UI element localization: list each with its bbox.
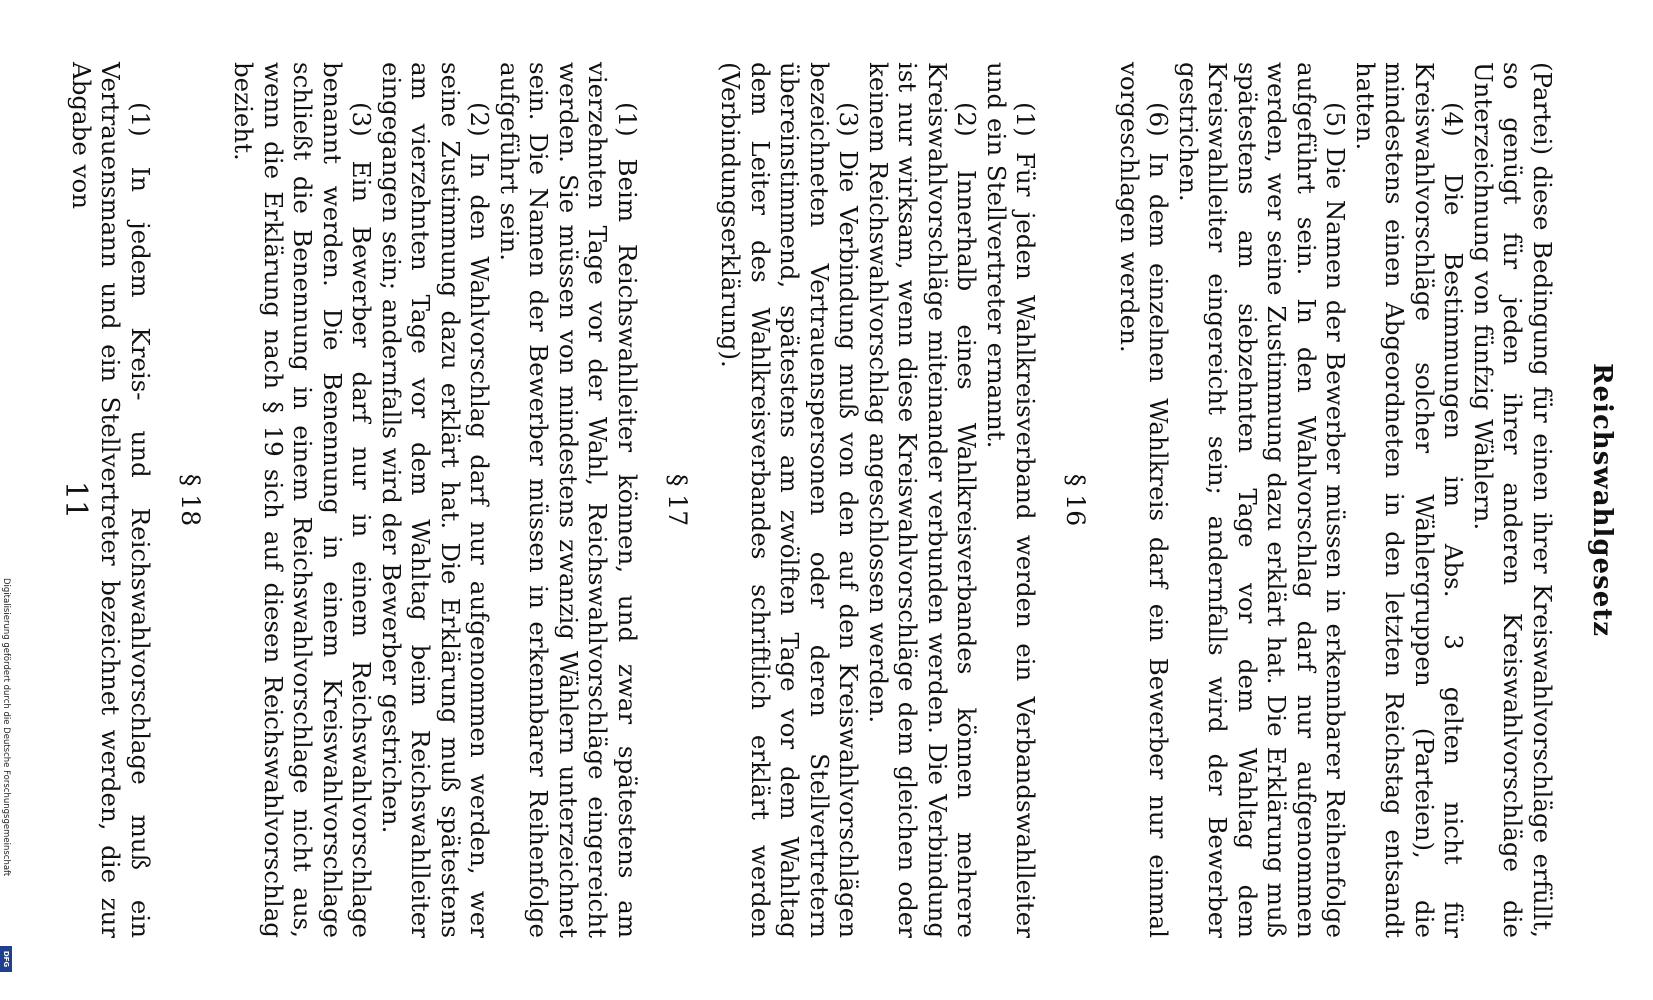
- paragraph-16-3: (3) Die Verbindung muß von den auf den Kreiswahlvorschlägen bezeichneten Vertrauenspersonen oder deren Stellvertretern übereinstimmend, spätestens am zwölften Tage vor dem Wahltag dem Leiter des Wahlkreisverbandes schriftlich erklärt werden (Verbindungserklärung).: [716, 62, 864, 938]
- paragraph-17-1: (1) Beim Reichswahlleiter können, und zwar spätestens am vierzehnten Tage vor der Wahl, Reichswahlvorschläge eingereicht werden. Sie müssen von mindestens zwanzig Wählern unterzeichnet sein. Die Namen der Bewerber müssen in erkennbarer Reihenfolge aufgeführt sein.: [495, 62, 642, 938]
- paragraph-16-1: (1) Für jeden Wahlkreisverband werden ein Verbandswahlleiter und ein Stellvertreter ernannt.: [982, 62, 1041, 938]
- paragraph-continuation: (Partei) diese Bedingung für einen ihrer Kreiswahlvorschläge erfüllt, so genügt für jeden ihrer anderen Kreiswahlvorschläge die Unterzeichnung von fünfzig Wählern.: [1469, 62, 1557, 938]
- dfg-logo-text: DFG: [2, 950, 10, 968]
- dfg-logo: [0, 946, 12, 972]
- section-heading-16: § 16: [1061, 473, 1091, 527]
- section-heading-18: § 18: [176, 473, 205, 527]
- paragraph-15-5: (5) Die Namen der Bewerber müssen in erkennbarer Reihenfolge aufgeführt sein. In den Wahlvorschlag darf nur aufgenommen werden, wer seine Zustimmung dazu erklärt hat. Die Erklärung muß spätestens am siebzehnten Tage vor dem Wahltag dem Kreiswahlleiter eingereicht sein; andernfalls wird der Bewerber gestrichen.: [1174, 62, 1351, 938]
- digitization-note-text: Digitalisierung gefördert durch die Deutsche Forschungsgemeinschaft: [1, 578, 11, 877]
- running-head: Reichswahlgesetz: [1587, 362, 1617, 638]
- paragraph-15-6: (6) In dem einzelnen Wahlkreis darf ein Bewerber nur einmal vorgeschlagen werden.: [1115, 62, 1174, 938]
- paragraph-15-4: (4) Die Bestimmungen im Abs. 3 gelten nicht für Kreiswahlvorschläge solcher Wählergruppen (Parteien), die mindestens einen Abgeordneten in den letzten Reichstag entsandt hatten.: [1351, 62, 1469, 938]
- paragraph-17-3: (3) Ein Bewerber darf nur in einem Reichswahlvorschlage benannt werden. Die Benennung in einem Kreiswahlvorschlage schließt die Benennung in einem Reichswahlvorschlage nicht aus, wenn die Erklärung nach § 19 sich auf diesen Reichswahlvorschlag bezieht.: [229, 62, 377, 938]
- paragraph-18-1: (1) In jedem Kreis- und Reichswahlvorschlage muß ein Vertrauensmann und ein Stellvertreter bezeichnet werden, die zur Abgabe von: [67, 62, 155, 938]
- page-number: 11: [58, 480, 93, 520]
- text-body: [67, 62, 1558, 938]
- paragraph-16-2: (2) Innerhalb eines Wahlkreisverbandes können mehrere Kreiswahlvorschläge miteinander verbunden werden. Die Verbindung ist nur wirksam, wenn diese Kreiswahlvorschläge dem gleichen oder keinem Reichswahlvorschlag angeschlossen werden.: [864, 62, 982, 938]
- paragraph-17-2: (2) In den Wahlvorschlag darf nur aufgenommen werden, wer seine Zustimmung dazu erklärt hat. Die Erklärung muß spätestens am vierzehnten Tage vor dem Wahltag beim Reichswahlleiter eingegangen sein; andernfalls wird der Bewerber gestrichen.: [377, 62, 495, 938]
- digitization-note: [0, 578, 12, 938]
- section-heading-17: § 17: [663, 473, 692, 527]
